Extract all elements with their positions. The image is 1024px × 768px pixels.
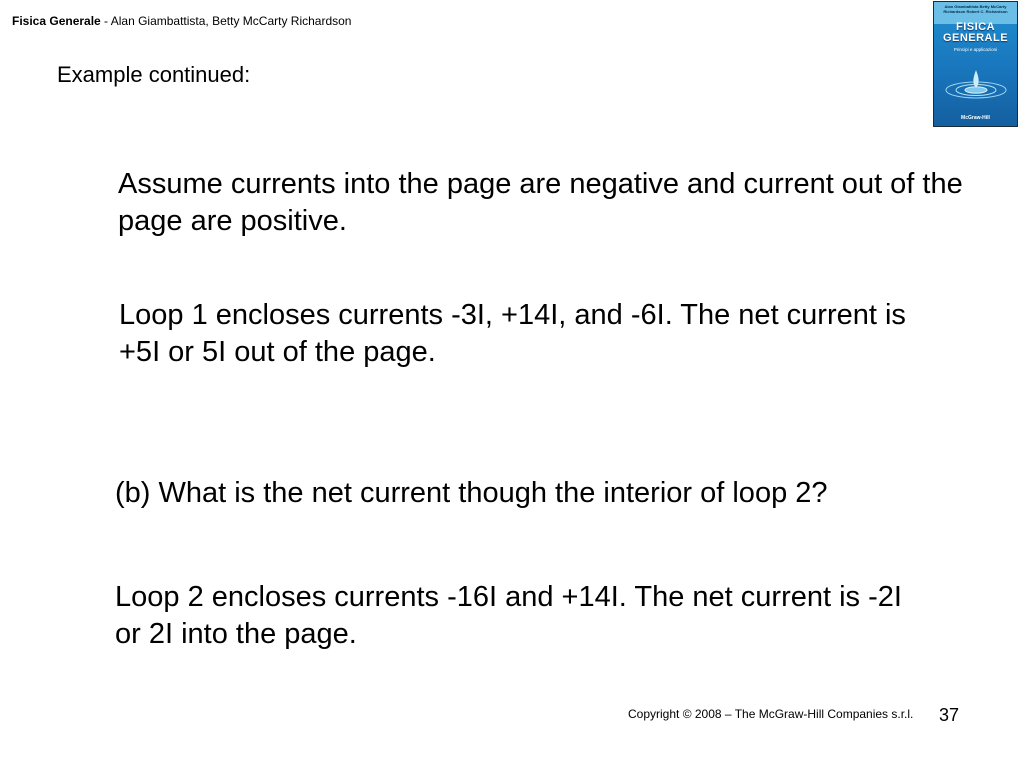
book-title: Fisica Generale	[12, 14, 101, 28]
water-drop-splash-icon	[944, 66, 1008, 100]
paragraph-loop2-answer: Loop 2 encloses currents -16I and +14I. The net current is -2I or 2I into the page.	[115, 581, 902, 650]
book-cover-image	[933, 1, 1018, 127]
copyright-notice: Copyright © 2008 – The McGraw-Hill Companies s.r.l.	[628, 707, 914, 721]
paragraph-sign-convention: Assume currents into the page are negative and current out of the page are positive.	[118, 168, 963, 237]
slide-heading: Example continued:	[57, 62, 251, 87]
cover-title	[934, 22, 1017, 44]
book-authors: - Alan Giambattista, Betty McCarty Richardson	[100, 14, 352, 28]
cover-title-line1: FISICA	[955, 21, 996, 33]
paragraph-loop1-answer: Loop 1 encloses currents -3I, +14I, and -6I. The net current is +5I or 5I out of the page.	[119, 299, 906, 368]
cover-authors: Alan Giambattista Betty McCarty Richardson Robert C. Richardson	[943, 4, 1008, 14]
paragraph-question-b: (b) What is the net current though the interior of loop 2?	[115, 477, 828, 509]
slide-number: 37	[939, 705, 960, 725]
cover-title-line2: GENERALE	[942, 32, 1009, 44]
cover-publisher: McGraw-Hill	[961, 115, 990, 121]
cover-subtitle: Principi e applicazioni	[953, 47, 998, 52]
header-line	[12, 14, 351, 28]
